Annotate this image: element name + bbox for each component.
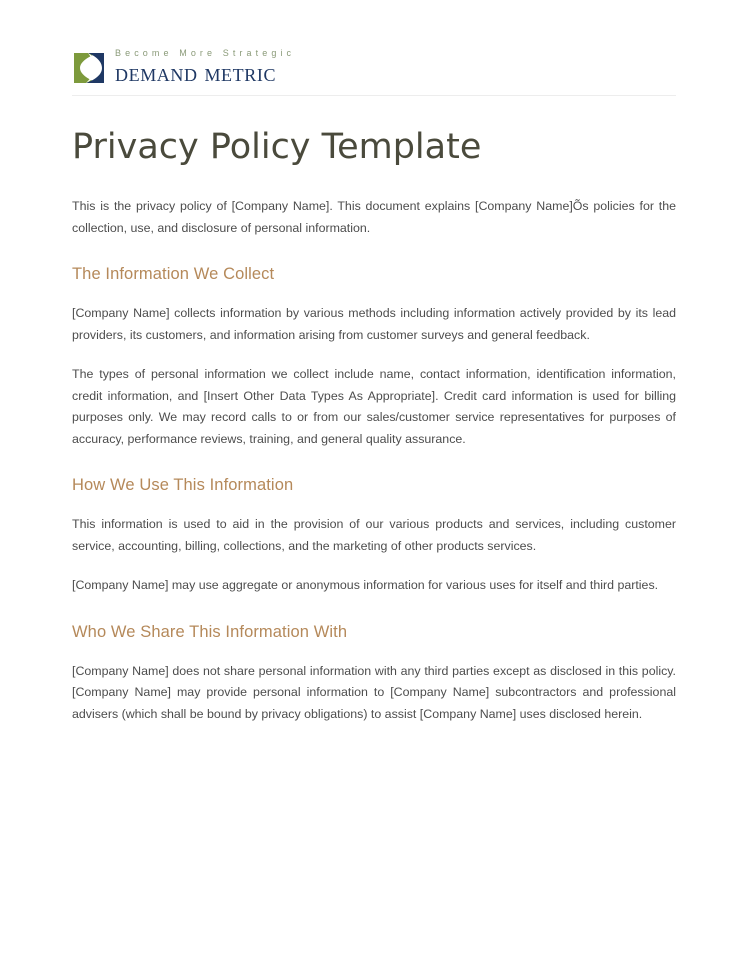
section-paragraph: [Company Name] does not share personal information with any third parties except as disclosed in this policy. [Company Name] may provide personal information to [Company Name] subcontractors and professional advisers (which shall be bound by privacy obligations) to assist [Company Name] uses disclosed herein.: [72, 663, 676, 721]
brand-text: [115, 44, 295, 87]
demand-metric-logo-icon: [72, 51, 106, 85]
intro-paragraph: This is the privacy policy of [Company Name]. This document explains [Company Name]Õs policies for the collection, use, and disclosure of personal information.: [72, 199, 676, 235]
document-body: [72, 126, 676, 725]
section-heading-how-we-use-this-information: How We Use This Information: [72, 476, 294, 494]
header-divider: [72, 95, 676, 96]
section-heading-information-we-collect: The Information We Collect: [72, 265, 275, 283]
section-paragraph: [Company Name] collects information by various methods including information actively provided by its lead providers, its customers, and information arising from customer surveys and general feedback.: [72, 306, 676, 342]
document-header: [72, 44, 676, 94]
page-title: Privacy Policy Template: [72, 127, 482, 167]
brand-lockup: [72, 44, 676, 87]
section-heading-who-we-share-this-information-with: Who We Share This Information With: [72, 622, 348, 641]
section-paragraph: [Company Name] may use aggregate or anonymous information for various uses for itself and third parties.: [72, 578, 659, 592]
section-paragraph: The types of personal information we collect include name, contact information, identification information, credit information, and [Insert Other Data Types As Appropriate]. Credit card information is used for billing purposes only. We may record calls to or from our sales/customer service representatives for purposes of accuracy, performance reviews, training, and general quality assurance.: [72, 367, 676, 446]
brand-tagline: Become More Strategic: [115, 48, 296, 58]
brand-wordmark: demand metric: [115, 60, 277, 87]
section-paragraph: This information is used to aid in the provision of our various products and services, including customer service, accounting, billing, collections, and the marketing of other products services.: [72, 517, 676, 553]
